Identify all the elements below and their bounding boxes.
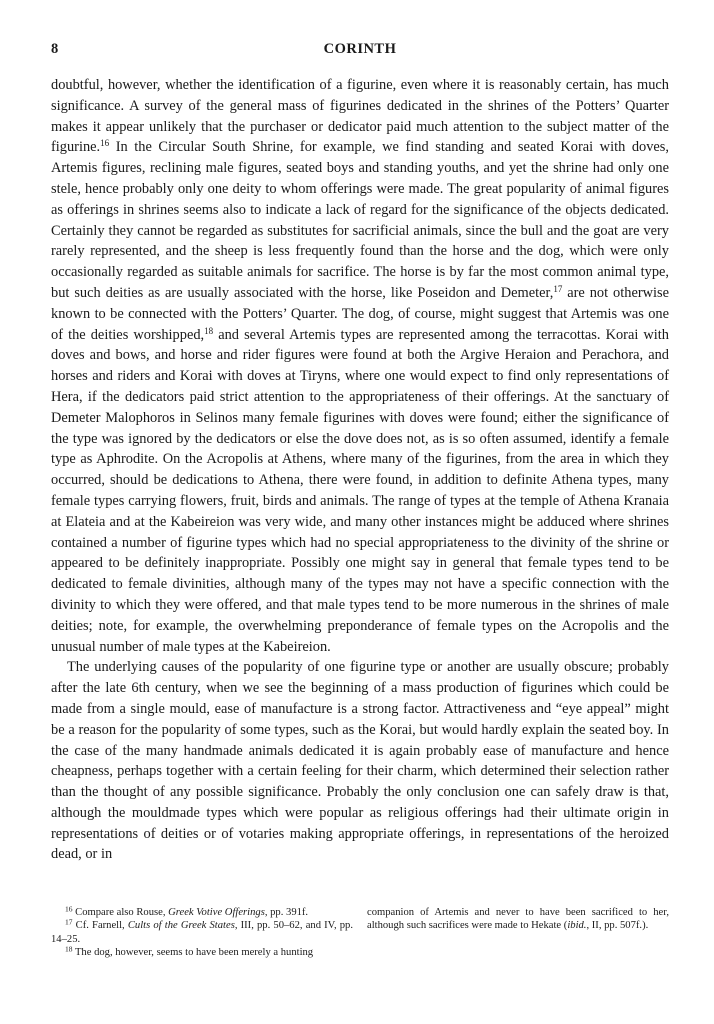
footnotes: [51, 906, 669, 959]
main-text: [51, 75, 669, 865]
footnote-column-right: [367, 906, 669, 959]
text-span: and several Artemis types are represented among the terracottas. Korai with doves and bows, and horse and rider figures were found at both the Argive Heraion and Perachora, and horses and riders and Korai with doves at Tiryns, where one would expect to find only representations of Hera, if the dedicators paid strict attention to the appropriateness of their offerings. At the sanctuary of Demeter Malophoros in Selinos many female figurines with doves were found; either the significance of the type was ignored by the dedicators or else the dove does not, as is so often assumed, identify a female type as Aphrodite. On the Acropolis at Athens, where many of the figurines, from the area in which they occurred, should be dedications to Athena, there were found, in addition to definite Athena types, many female types carrying flowers, fruit, birds and animals. The range of types at the temple of Athena Kranaia at Elateia and at the Kabeireion was very wide, and many other instances might be adduced where shrines contained a number of figurine types which had no special appropriateness to the divinity of the shrine or appeared to be definitely inappropriate. Possibly one might say in general that female types tend to be dedicated to female divinities, although many of the types may not have a specific connection with the divinity to which they were offered, and that male types tend to be more numerous in the shrines of male deities; note, for example, the overwhelming preponderance of female types on the Acropolis and the unusual number of male types at the Kabeireion.: [51, 326, 669, 655]
footnote-number: 17: [65, 917, 73, 927]
footnote-number: 18: [65, 944, 73, 954]
footnote-ref-18: 18: [204, 325, 214, 336]
footnote-title: Cults of the Greek States: [127, 920, 235, 932]
footnote-text: , III, pp. 50–62, and IV, pp. 14–25.: [51, 920, 353, 945]
footnote-text: companion of Artemis and never to have been sacrificed to her, although such sacrifices were made to Hekate (: [367, 907, 669, 932]
footnote-ibid: ibid.: [567, 920, 587, 932]
footnote-16: [51, 906, 353, 919]
paragraph-1: [51, 75, 669, 657]
paragraph-2: The underlying causes of the popularity of one figurine type or another are usually obscure; probably after the late 6th century, when we see the beginning of a mass production of figurines which could be made from a single mould, ease of manufacture is a strong factor. Attractiveness and “eye appeal” might be a reason for the popularity of some types, such as the Korai, but would hardly explain the seated boy. In the case of the many handmade animals dedicated it is again probably ease of manufacture and hence cheapness, perhaps together with a certain feeling for their charm, which determined their selection rather than the thought of any possible significance. Probably the only conclusion one can safely draw is that, although the mouldmade types which were popular as religious offerings had their ultimate origin in representations of deities or of votaries making appropriate offerings, in representations of the heroized dead, or in: [51, 659, 669, 863]
footnote-title: Greek Votive Offerings: [168, 907, 265, 918]
footnote-18: [51, 946, 353, 959]
footnote-18-continued: [367, 906, 669, 933]
footnote-text: , II, pp. 507f.).: [586, 920, 649, 932]
footnote-column-left: [51, 906, 353, 959]
running-title: CORINTH: [323, 41, 397, 57]
footnote-ref-17: 17: [553, 283, 563, 294]
text-span: In the Circular South Shrine, for example, we find standing and seated Korai with doves, Artemis figures, reclining male figures, seated boys and standing youths, and yet the shrine had only one stele, hence probably only one deity to whom offerings were made. The great popularity of animal figures as offerings in shrines seems also to indicate a lack of regard for the significance of the objects dedicated. Certainly they cannot be regarded as substitutes for sacrificial animals, since the bull and the goat are very rarely represented, and the sheep is less frequently found than the horse and the dog, which were only occasionally regarded as suitable animals for sacrifice. The horse is by far the most common animal type, but such deities as are usually associated with the horse, like Poseidon and Demeter,: [51, 139, 669, 301]
text-span: are not otherwise known to be connected with the Potters’ Quarter. The dog, of course, might suggest that Artemis was one of the deities worshipped,: [51, 284, 670, 343]
footnote-text: Compare also Rouse,: [72, 907, 169, 918]
footnote-text: Cf. Farnell,: [72, 920, 128, 932]
footnote-number: 16: [65, 904, 73, 914]
page-number: 8: [51, 41, 59, 57]
text-span: doubtful, however, whether the identification of a figurine, even where it is reasonably certain, has much significance. A survey of the general mass of figurines dedicated in the shrines of the Potters’ Quarter makes it appear unlikely that the purchaser or dedicator paid much attention to the subject matter of the figurine.: [51, 77, 669, 156]
page-header: [51, 41, 669, 61]
footnote-ref-16: 16: [100, 138, 110, 149]
footnote-17: [51, 919, 353, 946]
footnote-text: The dog, however, seems to have been merely a hunting: [72, 946, 314, 958]
footnote-text: , pp. 391f.: [264, 907, 309, 918]
